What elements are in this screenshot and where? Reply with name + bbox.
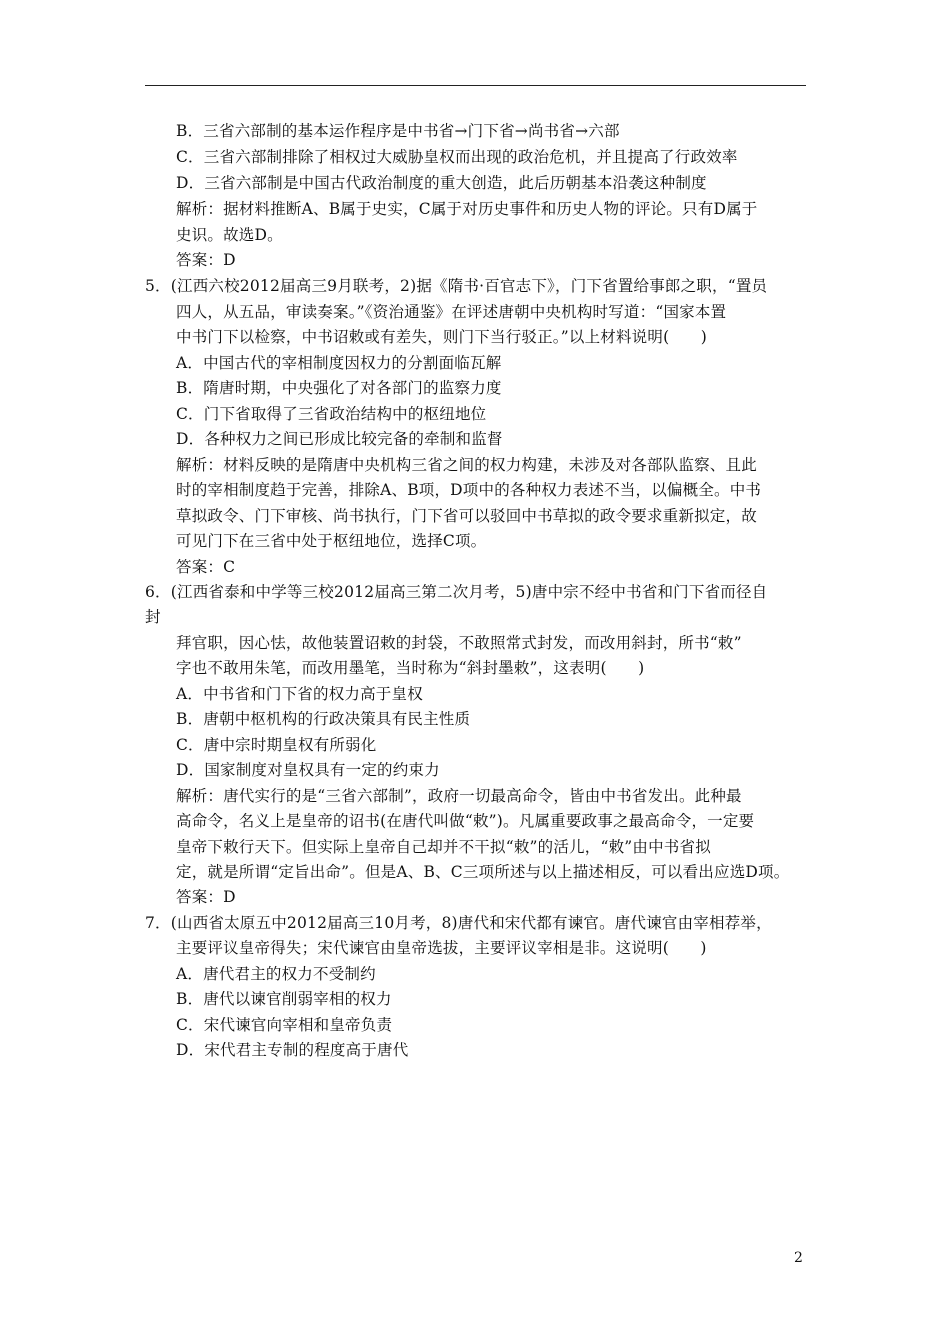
text-line: 拜官职，因心怯，故他装置诏敕的封袋，不敢照常式封发，而改用斜封，所书“敕” <box>176 634 742 652</box>
text-line: 7．(山西省太原五中2012届高三10月考，8)唐代和宋代都有谏官。唐代谏官由宰相荐举， <box>145 914 772 932</box>
text-line: D．各种权力之间已形成比较完备的牵制和监督 <box>176 430 503 448</box>
header-rule <box>145 85 806 86</box>
text-line: 主要评议皇帝得失；宋代谏官由皇帝选拔，主要评议宰相是非。这说明( ) <box>176 939 707 957</box>
text-line: 答案：D <box>176 251 236 269</box>
text-line: 定，就是所谓“定旨出命”。但是A、B、C三项所述与以上描述相反，可以看出应选D项。 <box>176 863 790 881</box>
text-line: A．中国古代的宰相制度因权力的分割面临瓦解 <box>176 354 502 372</box>
text-line: 四人，从五品，审读奏案。”《资治通鉴》在评述唐朝中央机构时写道：“国家本置 <box>176 303 727 321</box>
text-line: 解析：材料反映的是隋唐中央机构三省之间的权力构建，未涉及对各部队监察、且此 <box>176 456 757 474</box>
page-number: 2 <box>794 1250 803 1266</box>
text-line: 史识。故选D。 <box>176 226 283 244</box>
text-line: 草拟政令、门下审核、尚书执行，门下省可以驳回中书草拟的政令要求重新拟定，故 <box>176 507 757 525</box>
text-line: 字也不敢用朱笔，而改用墨笔，当时称为“斜封墨敕”，这表明( ) <box>176 659 645 677</box>
text-line: D．三省六部制是中国古代政治制度的重大创造，此后历朝基本沿袭这种制度 <box>176 174 707 192</box>
text-line: 可见门下在三省中处于枢纽地位，选择C项。 <box>176 532 487 550</box>
text-line: A．中书省和门下省的权力高于皇权 <box>176 685 423 703</box>
text-line: 中书门下以检察，中书诏敕或有差失，则门下当行驳正。”以上材料说明( ) <box>176 328 707 346</box>
text-line: 解析：唐代实行的是“三省六部制”，政府一切最高命令，皆由中书省发出。此种最 <box>176 787 742 805</box>
text-line: 时的宰相制度趋于完善，排除A、B项，D项中的各种权力表述不当，以偏概全。中书 <box>176 481 762 499</box>
text-line: B．隋唐时期，中央强化了对各部门的监察力度 <box>176 379 502 397</box>
text-line: B．唐朝中枢机构的行政决策具有民主性质 <box>176 710 471 728</box>
text-line: 答案：C <box>176 558 236 576</box>
text-line: C．三省六部制排除了相权过大威胁皇权而出现的政治危机，并且提高了行政效率 <box>176 148 738 166</box>
text-line: A．唐代君主的权力不受制约 <box>176 965 376 983</box>
text-line: C．门下省取得了三省政治结构中的枢纽地位 <box>176 405 487 423</box>
text-line: 5．(江西六校2012届高三9月联考，2)据《隋书·百官志下》，门下省置给事郎之职，“置员 <box>145 277 768 295</box>
text-line: 6．(江西省泰和中学等三校2012届高三第二次月考，5)唐中宗不经中书省和门下省而径自 <box>145 583 768 601</box>
text-line: B．唐代以谏官削弱宰相的权力 <box>176 990 392 1008</box>
text-line: 解析：据材料推断A、B属于史实，C属于对历史事件和历史人物的评论。只有D属于 <box>176 200 758 218</box>
text-line: D．宋代君主专制的程度高于唐代 <box>176 1041 409 1059</box>
text-line: 皇帝下敕行天下。但实际上皇帝自己却并不干拟“敕”的活儿，“敕”由中书省拟 <box>176 838 711 856</box>
text-line: C．宋代谏官向宰相和皇帝负责 <box>176 1016 393 1034</box>
text-line: B．三省六部制的基本运作程序是中书省→门下省→尚书省→六部 <box>176 122 620 140</box>
text-line: 答案：D <box>176 888 236 906</box>
text-line: 封 <box>145 608 161 626</box>
text-line: C．唐中宗时期皇权有所弱化 <box>176 736 377 754</box>
text-line: D．国家制度对皇权具有一定的约束力 <box>176 761 440 779</box>
text-line: 高命令，名义上是皇帝的诏书(在唐代叫做“敕”)。凡属重要政事之最高命令，一定要 <box>176 812 755 830</box>
